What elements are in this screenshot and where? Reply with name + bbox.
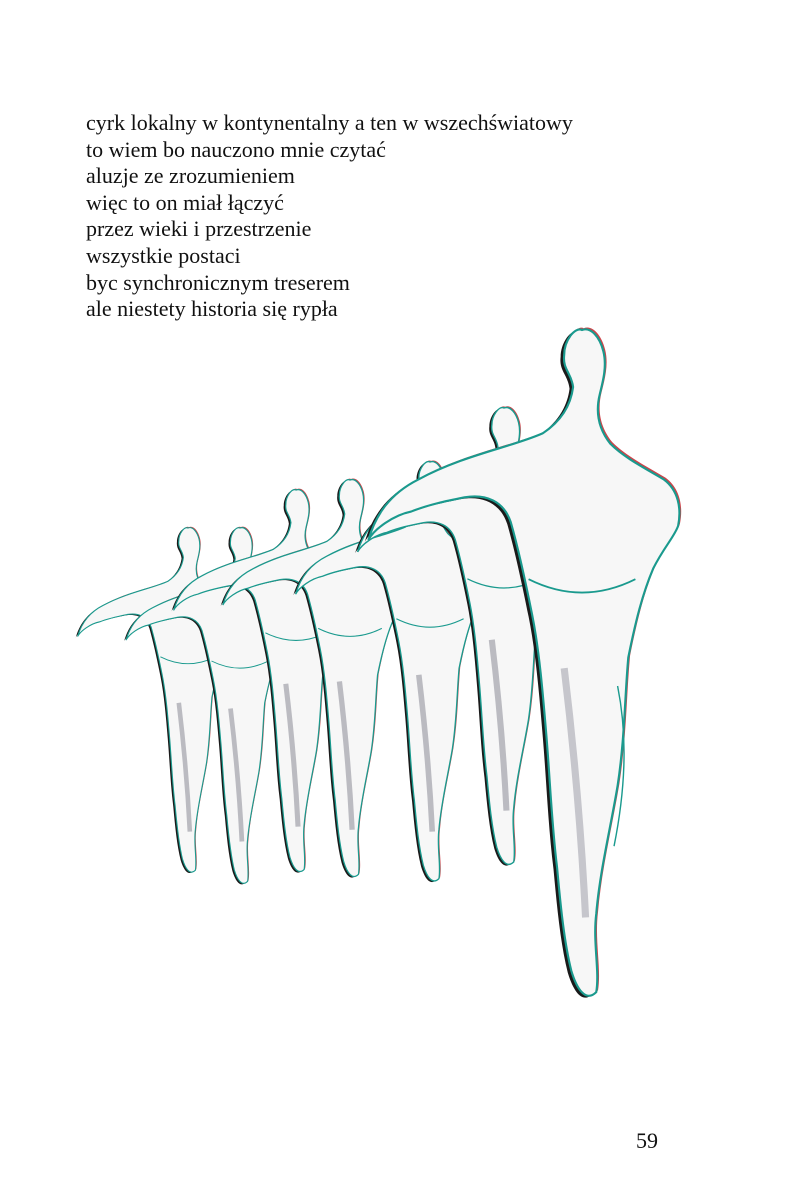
poem-line: wszystkie postaci — [86, 242, 241, 268]
poem-line: byc synchronicznym treserem — [86, 269, 350, 295]
page-number: 59 — [636, 1128, 658, 1153]
poem-line: aluzje ze zrozumieniem — [86, 163, 295, 189]
figure-row — [76, 328, 681, 998]
poem-line: to wiem bo nauczono mnie czytać — [86, 136, 386, 162]
poem-line: przez wieki i przestrzenie — [86, 216, 312, 242]
poem-line: cyrk lokalny w kontynentalny a ten w wszechświatowy — [86, 110, 573, 135]
poem-line: więc to on miał łączyć — [86, 189, 284, 215]
poem-line: ale niestety historia się rypła — [86, 296, 338, 322]
